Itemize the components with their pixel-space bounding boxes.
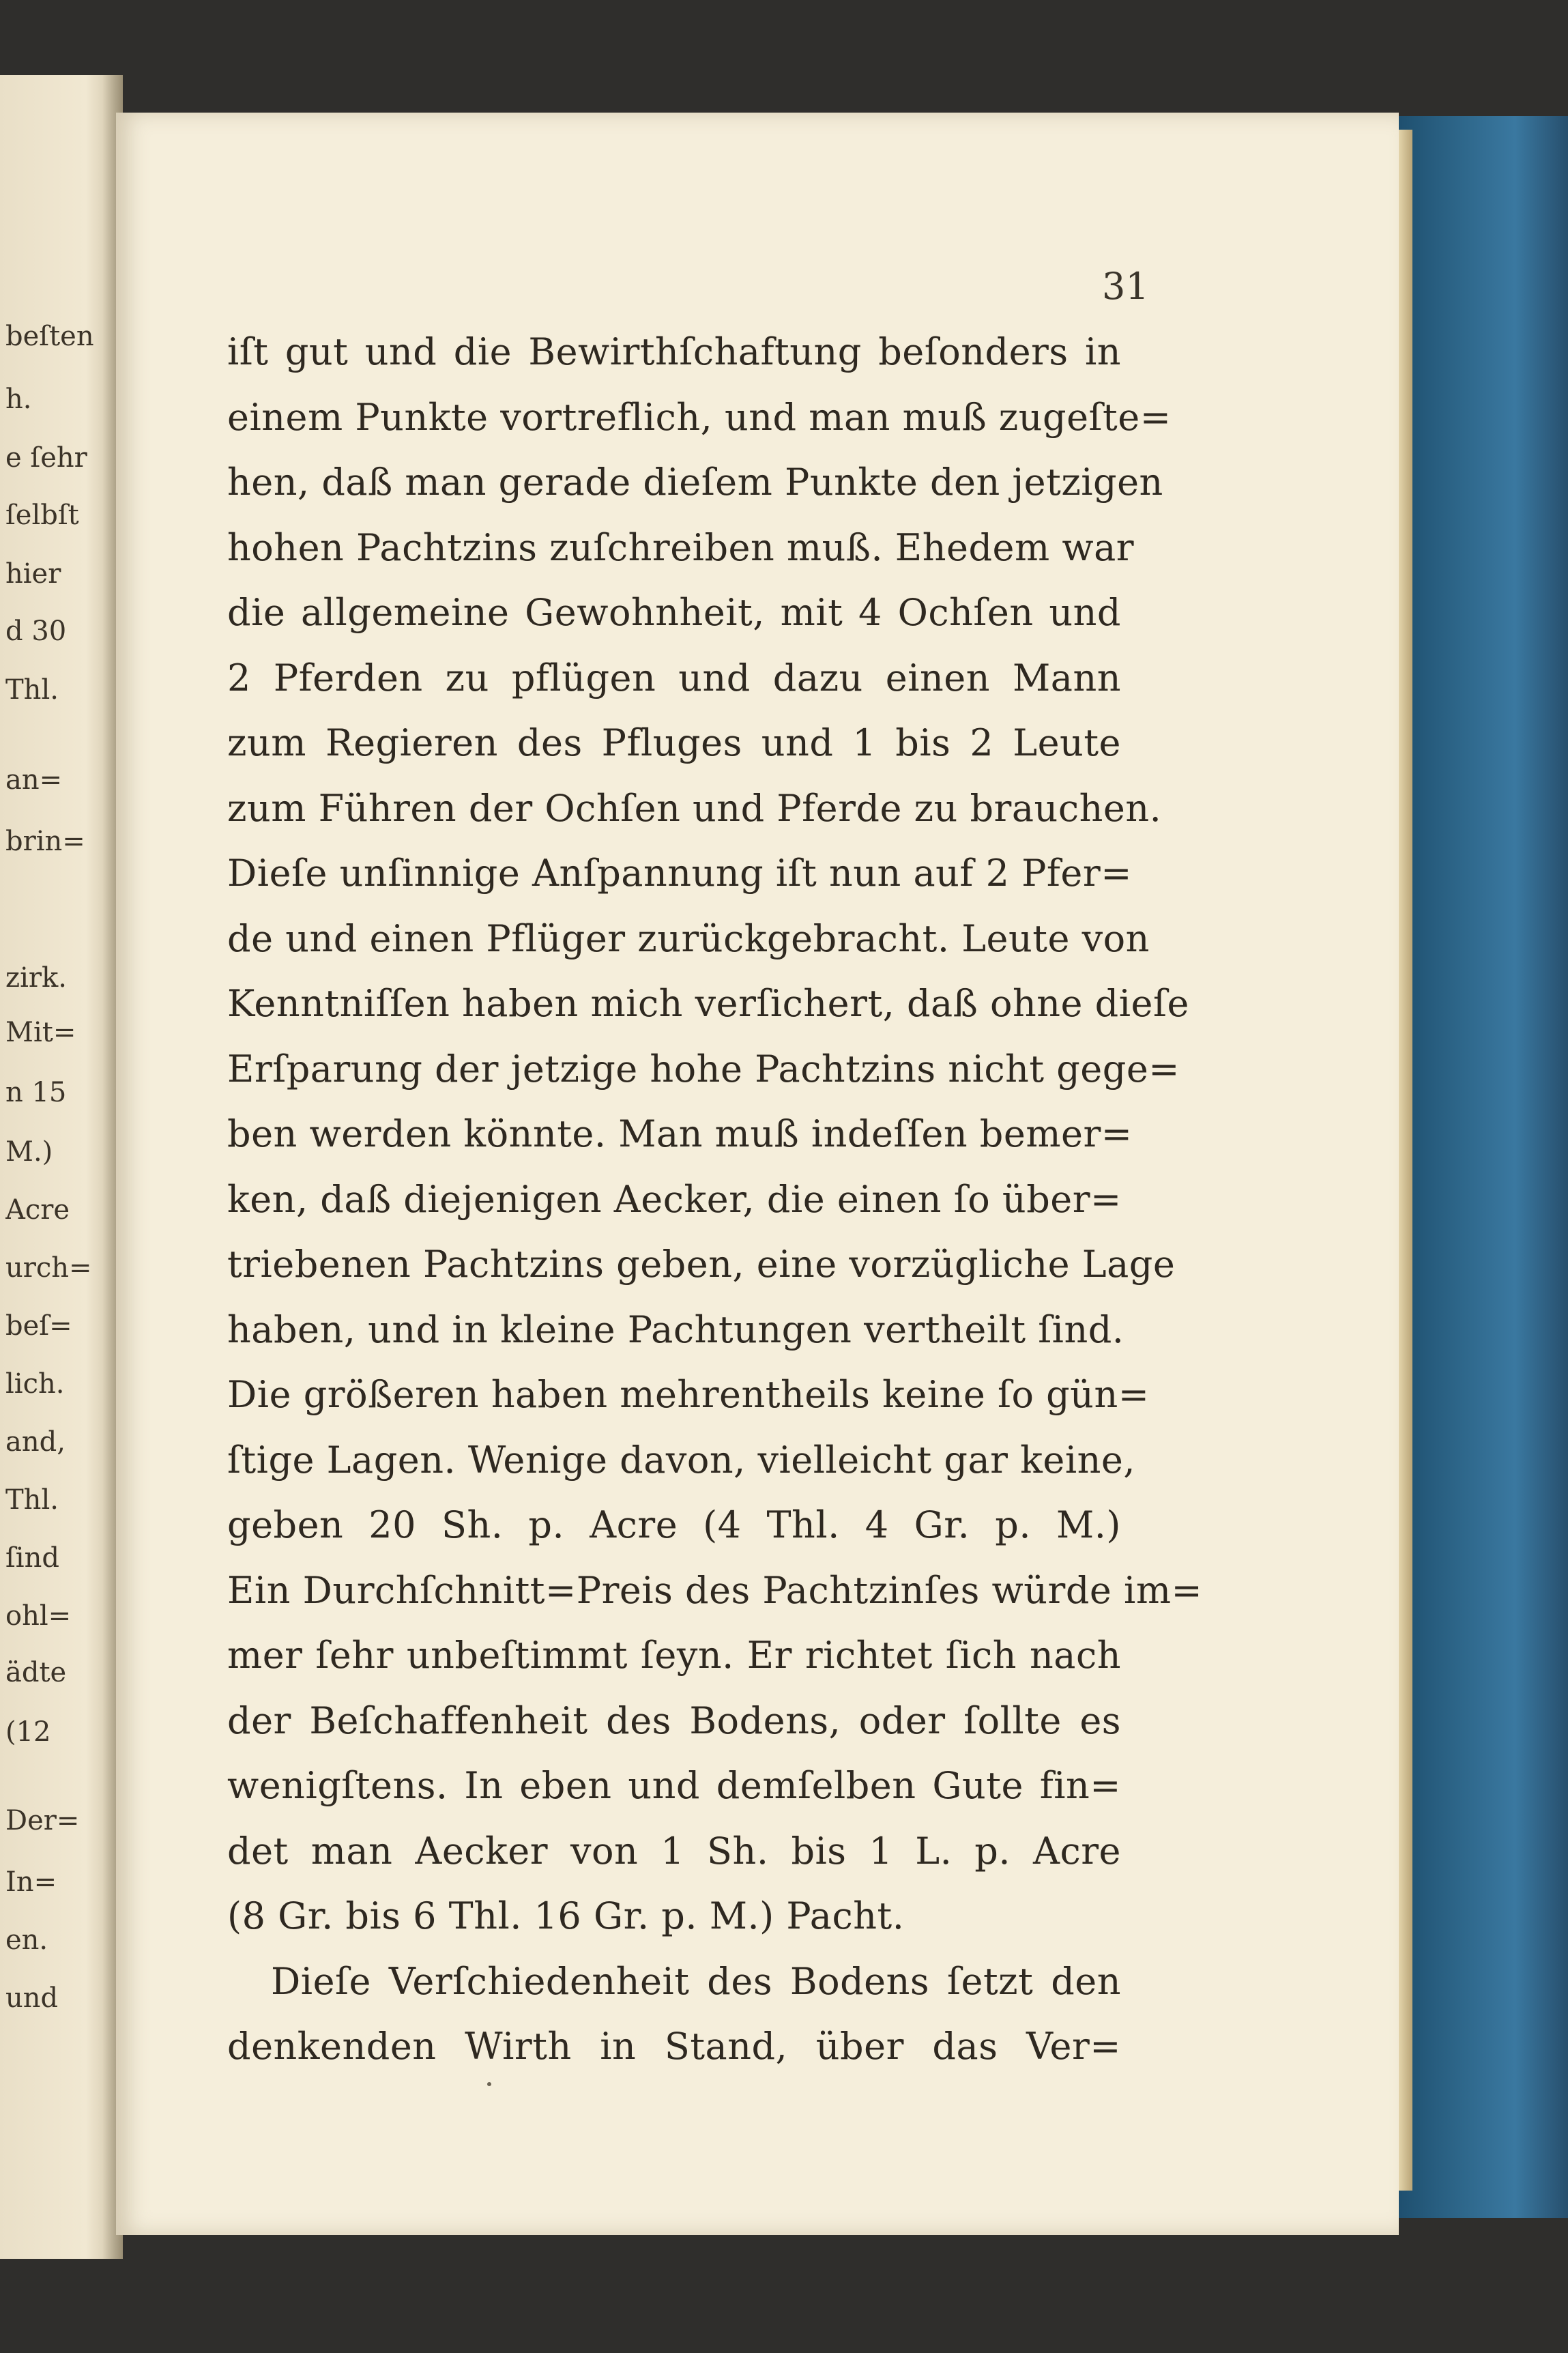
text-line: die allgemeine Gewohnheit, mit 4 Ochſen und: [227, 591, 1121, 634]
left-fragment: and,: [5, 1426, 66, 1458]
left-fragment: ſind: [5, 1542, 59, 1574]
left-fragment: In=: [5, 1866, 57, 1898]
ink-speck: [487, 2082, 491, 2086]
left-fragment: und: [5, 1982, 59, 2014]
book-cover: [1392, 116, 1568, 2218]
left-fragment: hier: [5, 558, 61, 590]
text-line: Kenntniſſen haben mich verſichert, daß ohne dieſe: [227, 982, 1189, 1025]
text-line: ken, daß diejenigen Aecker, die einen ſo über=: [227, 1177, 1122, 1221]
page-number: 31: [1102, 265, 1149, 308]
text-line: triebenen Pachtzins geben, eine vorzügliche Lage: [227, 1243, 1176, 1286]
left-fragment: beſ=: [5, 1310, 72, 1342]
left-fragment: ſelbſt: [5, 500, 79, 531]
text-line: de und einen Pflüger zurückgebracht. Leute von: [227, 916, 1150, 960]
body-text: [227, 319, 1203, 2079]
left-fragment: zirk.: [5, 962, 67, 994]
text-line: ben werden könnte. Man muß indeſſen bemer=: [227, 1112, 1133, 1155]
left-fragment: ohl=: [5, 1600, 72, 1632]
left-fragment: lich.: [5, 1368, 65, 1400]
text-line: wenigſtens. In eben und demſelben Gute fin=: [227, 1764, 1121, 1807]
left-fragment: e ſehr: [5, 442, 87, 474]
text-line: geben 20 Sh. p. Acre (4 Thl. 4 Gr. p. M.): [227, 1503, 1121, 1546]
left-fragment: (12: [5, 1716, 51, 1748]
text-line: Ein Durchſchnitt=Preis des Pachtzinſes würde im=: [227, 1568, 1203, 1612]
text-line: det man Aecker von 1 Sh. bis 1 L. p. Acre: [227, 1829, 1121, 1873]
text-line: zum Führen der Ochſen und Pferde zu brauchen.: [227, 786, 1162, 830]
left-fragment: M.): [5, 1136, 53, 1168]
text-line: hen, daß man gerade dieſem Punkte den jetzigen: [227, 461, 1163, 504]
left-fragment: Acre: [5, 1194, 70, 1226]
text-line: ſtige Lagen. Wenige davon, vielleicht gar keine,: [227, 1438, 1135, 1482]
text-line: 2 Pferden zu pflügen und dazu einen Mann: [227, 656, 1121, 699]
text-line: zum Regieren des Pfluges und 1 bis 2 Leute: [227, 721, 1121, 764]
left-fragment: Thl.: [5, 1484, 59, 1516]
left-fragment: brin=: [5, 826, 85, 857]
text-line: haben, und in kleine Pachtungen vertheilt ſind.: [227, 1308, 1124, 1351]
text-line: (8 Gr. bis 6 Thl. 16 Gr. p. M.) Pacht.: [227, 1894, 905, 1937]
left-fragment: Mit=: [5, 1017, 76, 1048]
left-fragment: Der=: [5, 1805, 80, 1836]
left-fragment: urch=: [5, 1252, 92, 1284]
text-line: der Beſchaffenheit des Bodens, oder ſollte es: [227, 1699, 1121, 1742]
text-line: Dieſe unſinnige Anſpannung iſt nun auf 2 Pfer=: [227, 852, 1132, 895]
left-fragment: Thl.: [5, 674, 59, 706]
text-line: denkenden Wirth in Stand, über das Ver=: [227, 2025, 1121, 2068]
paragraph-start-line: Dieſe Verſchiedenheit des Bodens ſetzt den: [271, 1959, 1121, 2003]
left-fragment: an=: [5, 764, 63, 796]
left-fragment: h.: [5, 384, 32, 415]
left-fragment: beſten: [5, 321, 94, 352]
text-line: iſt gut und die Bewirthſchaftung beſonders in: [227, 330, 1121, 373]
left-fragment: ädte: [5, 1657, 67, 1688]
text-line: Erſparung der jetzige hohe Pachtzins nicht gege=: [227, 1047, 1180, 1091]
left-fragment: n 15: [5, 1077, 67, 1108]
left-fragment: en.: [5, 1924, 48, 1956]
text-line: einem Punkte vortreflich, und man muß zugeſte=: [227, 395, 1172, 439]
text-line: mer ſehr unbeſtimmt ſeyn. Er richtet ſich nach: [227, 1634, 1121, 1677]
text-line: hohen Pachtzins zuſchreiben muß. Ehedem war: [227, 525, 1135, 569]
left-page-text: [0, 321, 102, 2095]
left-fragment: d 30: [5, 616, 67, 647]
text-line: Die größeren haben mehrentheils keine ſo gün=: [227, 1373, 1150, 1416]
